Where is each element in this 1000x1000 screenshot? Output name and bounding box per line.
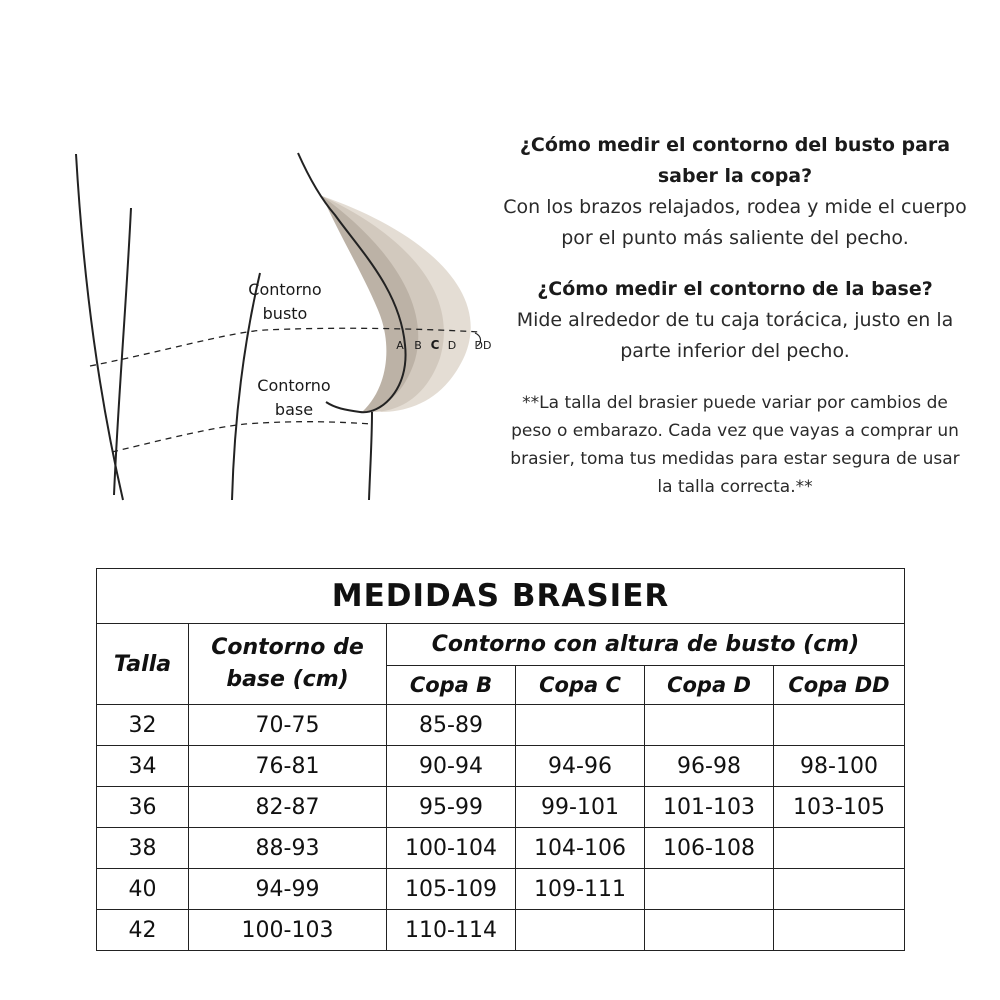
base-question: ¿Cómo medir el contorno de la base? (537, 278, 933, 300)
cell-copa-d: 106-108 (645, 828, 774, 869)
size-table (96, 568, 905, 951)
col-header-busto: Contorno con altura de busto (cm) (387, 624, 905, 666)
table-title: MEDIDAS BRASIER (97, 569, 905, 624)
cell-copa-d (645, 910, 774, 951)
cell-copa-c (516, 910, 645, 951)
cell-copa-b: 95-99 (387, 787, 516, 828)
torso-outline (369, 412, 372, 500)
cell-copa-dd (774, 869, 905, 910)
cell-copa-d: 96-98 (645, 746, 774, 787)
cup-dd-label: DD (474, 339, 492, 352)
cell-talla: 38 (97, 828, 189, 869)
table-row (97, 869, 905, 910)
cell-base: 88-93 (189, 828, 387, 869)
cup-d-label: D (447, 339, 457, 352)
col-header-copa-b: Copa B (387, 666, 516, 705)
cell-copa-d: 101-103 (645, 787, 774, 828)
cup-a-label: A (396, 339, 404, 352)
table-row (97, 787, 905, 828)
cell-copa-b: 100-104 (387, 828, 516, 869)
base-line (112, 422, 372, 452)
table-row (97, 828, 905, 869)
cell-talla: 40 (97, 869, 189, 910)
cell-copa-dd: 98-100 (774, 746, 905, 787)
table-row (97, 705, 905, 746)
cell-base: 100-103 (189, 910, 387, 951)
cell-base: 82-87 (189, 787, 387, 828)
cell-copa-c: 109-111 (516, 869, 645, 910)
col-header-talla: Talla (97, 624, 189, 705)
arm-outline-right (232, 273, 260, 500)
cup-c-label: C (430, 338, 440, 352)
cell-copa-dd (774, 705, 905, 746)
cup-b-label: B (414, 339, 422, 352)
size-note: **La talla del brasier puede variar por cambios de peso o embarazo. Cada vez que vayas a comprar un brasier, toma tus medidas para estar segura de usar la talla correcta.** (510, 393, 960, 497)
base-answer: Mide alrededor de tu caja torácica, justo en la parte inferior del pecho. (516, 309, 954, 362)
base-label-line2: base (274, 400, 314, 419)
bust-label-line1: Contorno (248, 280, 322, 299)
cell-copa-b: 110-114 (387, 910, 516, 951)
cell-copa-b: 85-89 (387, 705, 516, 746)
measurement-diagram (60, 140, 510, 510)
cell-copa-dd (774, 828, 905, 869)
cell-copa-b: 105-109 (387, 869, 516, 910)
cell-base: 76-81 (189, 746, 387, 787)
cell-base: 70-75 (189, 705, 387, 746)
table-row (97, 910, 905, 951)
cell-talla: 34 (97, 746, 189, 787)
bust-answer: Con los brazos relajados, rodea y mide el cuerpo por el punto más saliente del pecho. (503, 196, 967, 249)
col-header-base: Contorno de base (cm) (189, 624, 387, 705)
cell-copa-d (645, 869, 774, 910)
cell-copa-d (645, 705, 774, 746)
cell-talla: 36 (97, 787, 189, 828)
base-label-line1: Contorno (257, 376, 331, 395)
cell-copa-c: 94-96 (516, 746, 645, 787)
measurement-instructions (502, 130, 968, 501)
col-header-copa-d: Copa D (645, 666, 774, 705)
cell-copa-dd (774, 910, 905, 951)
table-row (97, 746, 905, 787)
arm-outline-left (114, 208, 131, 495)
bust-label-line2: busto (262, 304, 308, 323)
cell-copa-c: 99-101 (516, 787, 645, 828)
col-header-copa-c: Copa C (516, 666, 645, 705)
cell-copa-c (516, 705, 645, 746)
cell-copa-b: 90-94 (387, 746, 516, 787)
col-header-copa-dd: Copa DD (774, 666, 905, 705)
cell-copa-dd: 103-105 (774, 787, 905, 828)
cell-talla: 32 (97, 705, 189, 746)
cell-talla: 42 (97, 910, 189, 951)
cell-copa-c: 104-106 (516, 828, 645, 869)
bust-question: ¿Cómo medir el contorno del busto para saber la copa? (519, 134, 951, 187)
cell-base: 94-99 (189, 869, 387, 910)
